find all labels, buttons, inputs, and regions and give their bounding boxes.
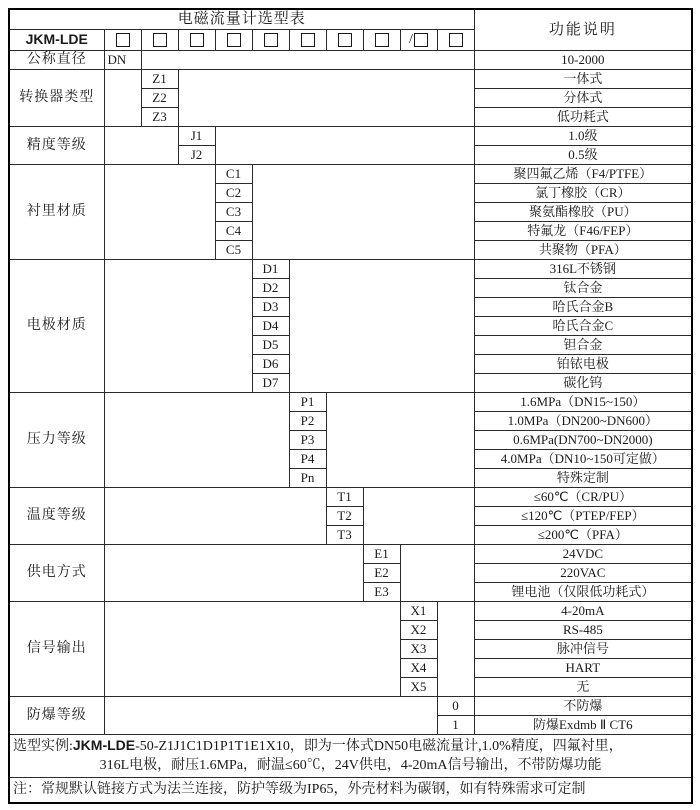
code-cell: 1	[437, 715, 474, 734]
section-label-electrode: 电极材质	[9, 259, 104, 392]
code-cell: C4	[215, 221, 252, 240]
section-label-diameter: 公称直径	[9, 50, 104, 69]
model-code-checkbox[interactable]	[190, 33, 204, 47]
model-code-checkbox[interactable]	[449, 33, 463, 47]
desc-cell: 分体式	[474, 88, 692, 107]
code-cell: Z3	[141, 107, 178, 126]
empty-cell	[104, 696, 437, 734]
model-code-checkbox[interactable]	[375, 33, 389, 47]
code-cell: C1	[215, 164, 252, 183]
empty-cell	[104, 164, 215, 259]
desc-cell: 特殊定制	[474, 468, 692, 487]
code-cell: T2	[326, 506, 363, 525]
desc-cell: 铂铱电极	[474, 354, 692, 373]
desc-cell: 钛合金	[474, 278, 692, 297]
example-rest: -50-Z1J1C1D1P1T1E1X10，即为一体式DN50电磁流量计,1.0%精度，四氟衬里，	[135, 738, 623, 754]
empty-cell	[215, 126, 474, 164]
code-checkbox-cell	[104, 29, 141, 50]
section-label-explosion-proof: 防爆等级	[9, 696, 104, 734]
desc-cell: 1.6MPa（DN15~150）	[474, 392, 692, 411]
empty-cell	[252, 164, 474, 259]
code-cell: D7	[252, 373, 289, 392]
model-code-checkbox[interactable]	[227, 33, 241, 47]
section-label-pressure: 压力等级	[9, 392, 104, 487]
model-code-checkbox[interactable]	[414, 33, 428, 47]
model-code-checkbox[interactable]	[264, 33, 278, 47]
model-code-checkbox[interactable]	[153, 33, 167, 47]
code-cell: P2	[289, 411, 326, 430]
code-cell: D1	[252, 259, 289, 278]
section-label-signal: 信号输出	[9, 601, 104, 696]
example-prefix: 选型实例:	[13, 738, 73, 754]
code-cell: J1	[178, 126, 215, 145]
empty-cell	[104, 126, 178, 164]
desc-cell: ≤120℃（PTEP/FEP）	[474, 506, 692, 525]
code-cell: D3	[252, 297, 289, 316]
selection-example	[9, 734, 692, 777]
desc-cell: 0.5级	[474, 145, 692, 164]
section-label-converter: 转换器类型	[9, 69, 104, 126]
desc-cell: 一体式	[474, 69, 692, 88]
code-cell: P3	[289, 430, 326, 449]
code-cell: X2	[400, 620, 437, 639]
desc-cell: 1.0级	[474, 126, 692, 145]
desc-cell: 4-20mA	[474, 601, 692, 620]
code-checkbox-cell	[252, 29, 289, 50]
code-cell: D5	[252, 335, 289, 354]
code-cell: P4	[289, 449, 326, 468]
code-cell: P1	[289, 392, 326, 411]
function-column-header: 功能说明	[474, 9, 692, 50]
desc-cell: 无	[474, 677, 692, 696]
desc-cell: RS-485	[474, 620, 692, 639]
code-cell: X3	[400, 639, 437, 658]
code-cell: E2	[363, 563, 400, 582]
code-cell: X4	[400, 658, 437, 677]
desc-cell: 1.0MPa（DN200~DN600）	[474, 411, 692, 430]
desc-cell: 脉冲信号	[474, 639, 692, 658]
code-checkbox-cell	[215, 29, 252, 50]
code-checkbox-cell	[141, 29, 178, 50]
example-line2: 316L电极，耐压1.6MPa，耐温≤60℃，24V供电，4-20mA信号输出，不带防爆功能	[99, 758, 602, 774]
code-cell: D6	[252, 354, 289, 373]
model-code-checkbox[interactable]	[301, 33, 315, 47]
empty-cell	[289, 259, 474, 392]
empty-cell	[141, 50, 474, 69]
desc-cell: 不防爆	[474, 696, 692, 715]
code-cell: 0	[437, 696, 474, 715]
code-checkbox-cell	[400, 29, 437, 50]
code-checkbox-cell	[326, 29, 363, 50]
empty-cell	[400, 544, 474, 601]
desc-cell: 10-2000	[474, 50, 692, 69]
checkbox-slash: /	[409, 32, 413, 48]
empty-cell	[104, 259, 252, 392]
empty-cell	[104, 601, 400, 696]
code-cell: DN	[104, 50, 141, 69]
table-title: 电磁流量计选型表	[9, 9, 474, 29]
empty-cell	[104, 392, 289, 487]
code-cell: D4	[252, 316, 289, 335]
desc-cell: 哈氏合金C	[474, 316, 692, 335]
model-code-checkbox[interactable]	[338, 33, 352, 47]
code-cell: Z1	[141, 69, 178, 88]
code-cell: D2	[252, 278, 289, 297]
section-label-lining: 衬里材质	[9, 164, 104, 259]
desc-cell: 氯丁橡胶（CR）	[474, 183, 692, 202]
desc-cell: 聚氨酯橡胶（PU）	[474, 202, 692, 221]
desc-cell: 特氟龙（F46/FEP）	[474, 221, 692, 240]
footnote: 注：常规默认链接方式为法兰连接，防护等级为IP65，外壳材料为碳钢，如有特殊需求可定制	[9, 777, 692, 803]
desc-cell: 316L不锈钢	[474, 259, 692, 278]
desc-cell: 聚四氟乙烯（F4/PTFE）	[474, 164, 692, 183]
empty-cell	[104, 544, 363, 601]
code-checkbox-cell	[289, 29, 326, 50]
model-prefix: JKM-LDE	[9, 29, 104, 50]
code-cell: T3	[326, 525, 363, 544]
code-checkbox-cell	[363, 29, 400, 50]
desc-cell: 防爆Exdmb Ⅱ CT6	[474, 715, 692, 734]
desc-cell: 碳化钨	[474, 373, 692, 392]
code-cell: J2	[178, 145, 215, 164]
model-code-checkbox[interactable]	[116, 33, 130, 47]
desc-cell: ≤200℃（PFA）	[474, 525, 692, 544]
desc-cell: HART	[474, 658, 692, 677]
empty-cell	[104, 69, 141, 126]
desc-cell: 24VDC	[474, 544, 692, 563]
empty-cell	[326, 392, 474, 487]
desc-cell: 220VAC	[474, 563, 692, 582]
code-cell: C5	[215, 240, 252, 259]
code-cell: X1	[400, 601, 437, 620]
section-label-temperature: 温度等级	[9, 487, 104, 544]
desc-cell: ≤60℃（CR/PU）	[474, 487, 692, 506]
code-checkbox-cell	[178, 29, 215, 50]
desc-cell: 锂电池（仅限低功耗式）	[474, 582, 692, 601]
flowmeter-selection-table	[8, 8, 693, 804]
desc-cell: 4.0MPa（DN10~150可定做）	[474, 449, 692, 468]
section-label-power: 供电方式	[9, 544, 104, 601]
empty-cell	[104, 487, 326, 544]
desc-cell: 哈氏合金B	[474, 297, 692, 316]
desc-cell: 共聚物（PFA）	[474, 240, 692, 259]
code-cell: T1	[326, 487, 363, 506]
empty-cell	[178, 69, 474, 126]
code-cell: C2	[215, 183, 252, 202]
code-checkbox-cell	[437, 29, 474, 50]
desc-cell: 0.6MPa(DN700~DN2000)	[474, 430, 692, 449]
desc-cell: 钽合金	[474, 335, 692, 354]
example-model-code: JKM-LDE	[72, 736, 136, 753]
code-cell: E3	[363, 582, 400, 601]
empty-cell	[363, 487, 474, 544]
code-cell: C3	[215, 202, 252, 221]
desc-cell: 低功耗式	[474, 107, 692, 126]
empty-cell	[437, 601, 474, 696]
code-cell: Z2	[141, 88, 178, 107]
section-label-accuracy: 精度等级	[9, 126, 104, 164]
code-cell: X5	[400, 677, 437, 696]
example-line1	[13, 736, 688, 757]
code-cell: Pn	[289, 468, 326, 487]
code-cell: E1	[363, 544, 400, 563]
